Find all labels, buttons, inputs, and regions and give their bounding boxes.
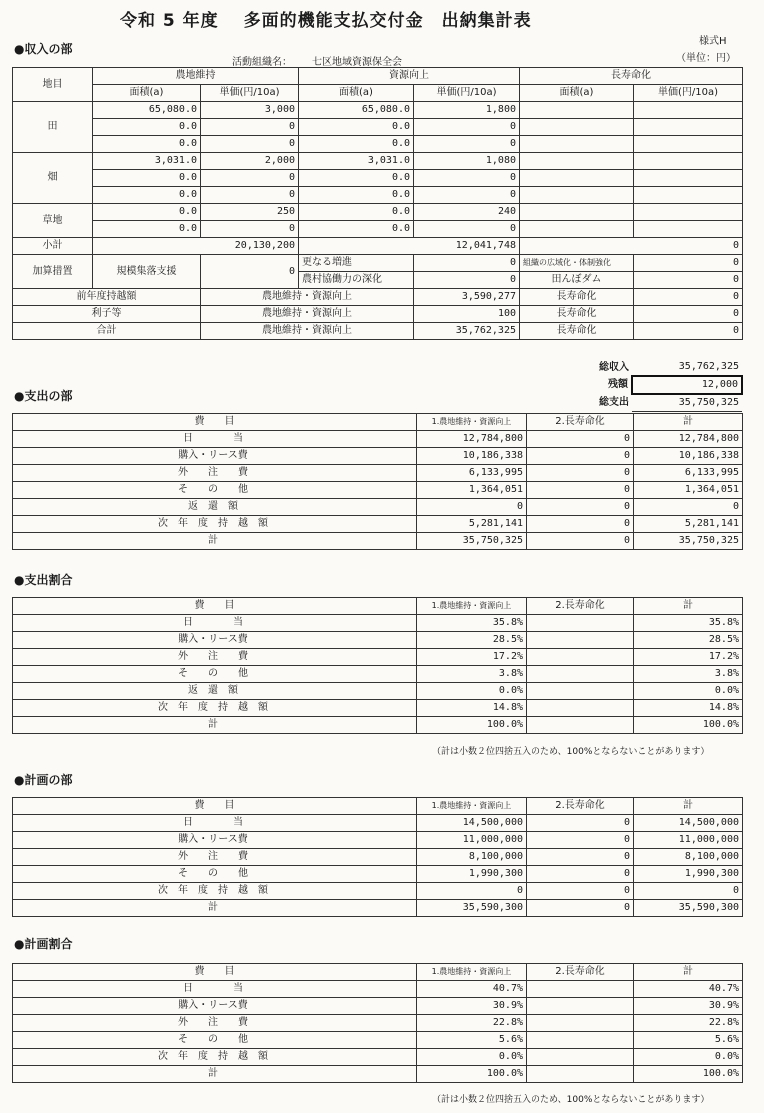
kyodo-label: 農村協働力の深化 [299, 272, 414, 289]
header-chimoku: 地目 [13, 68, 93, 102]
land-cell: 0.0 [299, 187, 414, 204]
land-cell: 0.0 [93, 221, 201, 238]
income-header-row [13, 68, 743, 85]
summary-value: 35,762,325 [632, 359, 742, 376]
header-sub: 面積(a) [520, 85, 634, 102]
row-label: 外 注 費 [13, 649, 417, 666]
row-value: 1,990,300 [634, 866, 743, 883]
row-value: 22.8% [417, 1015, 527, 1032]
table-row [13, 465, 743, 482]
row-value: 8,100,000 [634, 849, 743, 866]
row-value: 11,000,000 [634, 832, 743, 849]
table-row [13, 1049, 743, 1066]
row-value: 100.0% [634, 717, 743, 734]
land-row [13, 119, 743, 136]
row-value [527, 1015, 634, 1032]
choju-price-cell [634, 119, 743, 136]
table-row [13, 1032, 743, 1049]
land-cell: 0 [414, 119, 520, 136]
table-row [13, 815, 743, 832]
choju-price-cell [634, 187, 743, 204]
row-value: 0.0% [417, 683, 527, 700]
row-value: 8,100,000 [417, 849, 527, 866]
row-value: 14.8% [417, 700, 527, 717]
row-label: 購入・リース費 [13, 998, 417, 1015]
row-value: 30.9% [417, 998, 527, 1015]
table-row [13, 499, 743, 516]
table-row [13, 666, 743, 683]
expense-heading: ●支出の部 [14, 389, 73, 403]
land-cell: 3,031.0 [93, 153, 201, 170]
table-row [13, 533, 743, 550]
income-heading: ●収入の部 [14, 42, 73, 56]
table-row [13, 1015, 743, 1032]
row-value: 6,133,995 [634, 465, 743, 482]
land-row [13, 204, 743, 221]
land-cell: 0.0 [93, 187, 201, 204]
carry-a-label: 農地維持・資源向上 [201, 323, 414, 340]
summary-label: 総収入 [599, 361, 629, 373]
row-label: 日 当 [13, 981, 417, 998]
header-sub: 単価(円/10a) [414, 85, 520, 102]
land-cell: 0 [201, 187, 299, 204]
table-row [13, 516, 743, 533]
row-value [527, 683, 634, 700]
carry-b-value: 0 [634, 306, 743, 323]
kasan-item-value: 0 [201, 255, 299, 289]
land-cell: 240 [414, 204, 520, 221]
row-value [527, 649, 634, 666]
plan-heading: ●計画の部 [14, 773, 73, 787]
choju-area-cell [520, 204, 634, 221]
row-label: 計 [13, 533, 417, 550]
row-value: 0 [417, 499, 527, 516]
row-value [527, 717, 634, 734]
column-header: 2.長寿命化 [527, 964, 634, 981]
table-row [13, 832, 743, 849]
row-label: 計 [13, 900, 417, 917]
row-value: 30.9% [634, 998, 743, 1015]
column-header: 2.長寿命化 [527, 798, 634, 815]
land-cell: 1,800 [414, 102, 520, 119]
column-header: 費 目 [13, 414, 417, 431]
land-row [13, 102, 743, 119]
subtotal-row [13, 238, 743, 255]
land-cell: 0.0 [93, 170, 201, 187]
row-value [527, 1066, 634, 1083]
row-label: 外 注 費 [13, 1015, 417, 1032]
plan-ratio-heading: ●計画割合 [14, 937, 73, 951]
carry-row [13, 289, 743, 306]
subtotal-nochi: 20,130,200 [93, 238, 299, 255]
subtotal-shigen: 12,041,748 [299, 238, 520, 255]
table-row [13, 981, 743, 998]
summary-label: 残額 [608, 379, 628, 390]
choju-area-cell [520, 170, 634, 187]
row-label: 購入・リース費 [13, 448, 417, 465]
row-value: 0 [634, 883, 743, 900]
choju-area-cell [520, 102, 634, 119]
row-value: 17.2% [634, 649, 743, 666]
choju-price-cell [634, 136, 743, 153]
table-row [13, 615, 743, 632]
row-value: 1,364,051 [417, 482, 527, 499]
summary-label: 総支出 [599, 396, 629, 408]
table-row [13, 649, 743, 666]
summary-row [524, 376, 742, 394]
page-title: 令和 5 年度 多面的機能支払交付金 出納集計表 [120, 11, 532, 31]
row-value: 35,750,325 [417, 533, 527, 550]
choju-area-cell [520, 187, 634, 204]
row-label: 外 注 費 [13, 849, 417, 866]
choju-price-cell [634, 153, 743, 170]
choju-area-cell [520, 136, 634, 153]
land-cell: 250 [201, 204, 299, 221]
table-row [13, 849, 743, 866]
row-value: 6,133,995 [417, 465, 527, 482]
column-header: 1.農地維持・資源向上 [417, 598, 527, 615]
column-header: 2.長寿命化 [527, 414, 634, 431]
row-label: 購入・リース費 [13, 632, 417, 649]
row-value: 35,590,300 [634, 900, 743, 917]
header-sub: 面積(a) [299, 85, 414, 102]
kasan-row-1 [13, 255, 743, 272]
row-value: 3.8% [634, 666, 743, 683]
row-value: 5,281,141 [417, 516, 527, 533]
row-value: 100.0% [634, 1066, 743, 1083]
summary-row [524, 359, 742, 376]
header-group: 農地維持 [93, 68, 299, 85]
column-header: 2.長寿命化 [527, 598, 634, 615]
carry-row [13, 323, 743, 340]
subtotal-choju: 0 [520, 238, 743, 255]
row-label: そ の 他 [13, 866, 417, 883]
row-value: 40.7% [417, 981, 527, 998]
land-cell: 65,080.0 [299, 102, 414, 119]
carry-b-label: 長寿命化 [520, 306, 634, 323]
column-header: 1.農地維持・資源向上 [417, 964, 527, 981]
header-row [13, 598, 743, 615]
land-name: 田 [13, 102, 93, 153]
table-row [13, 998, 743, 1015]
row-value: 0 [634, 499, 743, 516]
row-value: 0 [527, 832, 634, 849]
choju-area-cell [520, 221, 634, 238]
land-cell: 2,000 [201, 153, 299, 170]
row-value: 3.8% [417, 666, 527, 683]
land-row [13, 221, 743, 238]
carry-label: 利子等 [13, 306, 201, 323]
row-value: 28.5% [417, 632, 527, 649]
row-value [527, 615, 634, 632]
carry-a-value: 3,590,277 [414, 289, 520, 306]
header-group: 資源向上 [299, 68, 520, 85]
row-value: 0 [527, 900, 634, 917]
table-row [13, 900, 743, 917]
header-sub: 単価(円/10a) [634, 85, 743, 102]
land-cell: 0 [201, 119, 299, 136]
sara-value: 0 [414, 255, 520, 272]
unit-label: （単位：円） [676, 53, 736, 64]
row-value: 0 [527, 866, 634, 883]
row-value: 14.8% [634, 700, 743, 717]
row-value: 0.0% [634, 683, 743, 700]
header-group: 長寿命化 [520, 68, 743, 85]
land-cell: 0.0 [299, 170, 414, 187]
column-header: 計 [634, 798, 743, 815]
kasan-label: 加算措置 [13, 255, 93, 289]
carry-b-value: 0 [634, 289, 743, 306]
column-header: 計 [634, 964, 743, 981]
org-label: 活動組織名： [232, 57, 292, 68]
table-row [13, 482, 743, 499]
row-value: 22.8% [634, 1015, 743, 1032]
row-value: 100.0% [417, 717, 527, 734]
row-value: 35.8% [417, 615, 527, 632]
column-header: 費 目 [13, 598, 417, 615]
table-row [13, 1066, 743, 1083]
row-value: 0 [527, 883, 634, 900]
row-value [527, 1032, 634, 1049]
income-subheader-row [13, 85, 743, 102]
row-value: 0 [527, 465, 634, 482]
choju-area-cell [520, 153, 634, 170]
table-row [13, 700, 743, 717]
land-cell: 0 [201, 136, 299, 153]
carry-label: 前年度持越額 [13, 289, 201, 306]
carry-row [13, 306, 743, 323]
land-cell: 3,000 [201, 102, 299, 119]
row-value: 35,750,325 [634, 533, 743, 550]
land-cell: 0.0 [299, 221, 414, 238]
summary-value: 12,000 [632, 376, 742, 394]
choju-price-cell [634, 102, 743, 119]
row-label: 外 注 費 [13, 465, 417, 482]
column-header: 費 目 [13, 798, 417, 815]
row-label: そ の 他 [13, 666, 417, 683]
row-label: 次 年 度 持 越 額 [13, 883, 417, 900]
row-value: 0 [527, 482, 634, 499]
table-row [13, 448, 743, 465]
land-name: 草地 [13, 204, 93, 238]
column-header: 計 [634, 598, 743, 615]
choju-price-cell [634, 170, 743, 187]
row-value: 35,590,300 [417, 900, 527, 917]
expense-ratio-note: （計は小数２位四捨五入のため、100%とならないことがあります） [432, 747, 710, 757]
carry-a-label: 農地維持・資源向上 [201, 289, 414, 306]
summary-value: 35,750,325 [632, 394, 742, 412]
table-row [13, 431, 743, 448]
row-value [527, 700, 634, 717]
row-label: 日 当 [13, 615, 417, 632]
carry-b-label: 長寿命化 [520, 323, 634, 340]
row-label: そ の 他 [13, 482, 417, 499]
land-cell: 3,031.0 [299, 153, 414, 170]
carry-a-value: 35,762,325 [414, 323, 520, 340]
row-value: 40.7% [634, 981, 743, 998]
plan-ratio-note: （計は小数２位四捨五入のため、100%とならないことがあります） [432, 1095, 710, 1105]
row-value: 5.6% [417, 1032, 527, 1049]
row-value: 17.2% [417, 649, 527, 666]
row-value: 14,500,000 [417, 815, 527, 832]
income-table [12, 67, 743, 340]
table-row [13, 866, 743, 883]
column-header: 1.農地維持・資源向上 [417, 414, 527, 431]
expense-ratio-heading: ●支出割合 [14, 573, 73, 587]
choju-price-cell [634, 204, 743, 221]
carry-a-value: 100 [414, 306, 520, 323]
row-label: 次 年 度 持 越 額 [13, 700, 417, 717]
row-label: 購入・リース費 [13, 832, 417, 849]
subtotal-label: 小計 [13, 238, 93, 255]
header-row [13, 798, 743, 815]
column-header: 計 [634, 414, 743, 431]
carry-b-label: 長寿命化 [520, 289, 634, 306]
land-cell: 0.0 [93, 119, 201, 136]
land-cell: 0.0 [299, 204, 414, 221]
land-cell: 0.0 [93, 136, 201, 153]
land-cell: 0 [201, 221, 299, 238]
row-value: 28.5% [634, 632, 743, 649]
soshiki-label: 組織の広域化・体制強化 [520, 255, 634, 272]
table-row [13, 717, 743, 734]
column-header: 費 目 [13, 964, 417, 981]
land-row [13, 153, 743, 170]
row-label: 返 還 額 [13, 683, 417, 700]
carry-a-label: 農地維持・資源向上 [201, 306, 414, 323]
row-value: 12,784,800 [417, 431, 527, 448]
sara-label: 更なる増進 [299, 255, 414, 272]
land-cell: 0.0 [299, 136, 414, 153]
row-label: 次 年 度 持 越 額 [13, 516, 417, 533]
land-cell: 0 [414, 187, 520, 204]
row-label: そ の 他 [13, 1032, 417, 1049]
row-value: 5.6% [634, 1032, 743, 1049]
row-value: 0 [527, 533, 634, 550]
row-value: 0 [527, 448, 634, 465]
row-value: 0.0% [417, 1049, 527, 1066]
table-row [13, 883, 743, 900]
row-value [527, 632, 634, 649]
land-cell: 0.0 [299, 119, 414, 136]
plan-table [12, 797, 743, 917]
row-value: 11,000,000 [417, 832, 527, 849]
land-cell: 1,080 [414, 153, 520, 170]
row-value: 0 [527, 849, 634, 866]
kyodo-value: 0 [414, 272, 520, 289]
tanbo-label: 田んぼダム [520, 272, 634, 289]
row-value: 12,784,800 [634, 431, 743, 448]
row-value: 1,990,300 [417, 866, 527, 883]
choju-price-cell [634, 221, 743, 238]
land-cell: 65,080.0 [93, 102, 201, 119]
land-row [13, 187, 743, 204]
row-value: 0 [527, 815, 634, 832]
row-value: 0 [417, 883, 527, 900]
table-row [13, 683, 743, 700]
row-value: 0 [527, 499, 634, 516]
row-value: 1,364,051 [634, 482, 743, 499]
header-row [13, 414, 743, 431]
row-value [527, 666, 634, 683]
income-summary [524, 359, 743, 412]
land-row [13, 170, 743, 187]
header-row [13, 964, 743, 981]
row-value: 10,186,338 [634, 448, 743, 465]
expense-table [12, 413, 743, 550]
land-cell: 0 [201, 170, 299, 187]
row-label: 計 [13, 1066, 417, 1083]
form-id: 様式H [699, 36, 727, 47]
row-value: 0 [527, 516, 634, 533]
row-label: 日 当 [13, 815, 417, 832]
soshiki-value: 0 [634, 255, 743, 272]
choju-area-cell [520, 119, 634, 136]
kasan-item: 規模集落支援 [93, 255, 201, 289]
tanbo-value: 0 [634, 272, 743, 289]
carry-label: 合計 [13, 323, 201, 340]
row-value [527, 998, 634, 1015]
land-cell: 0 [414, 170, 520, 187]
row-value: 10,186,338 [417, 448, 527, 465]
row-label: 計 [13, 717, 417, 734]
land-cell: 0 [414, 136, 520, 153]
row-value: 100.0% [417, 1066, 527, 1083]
row-value: 0 [527, 431, 634, 448]
org-name: 七区地域資源保全会 [312, 57, 402, 68]
carry-b-value: 0 [634, 323, 743, 340]
header-sub: 単価(円/10a) [201, 85, 299, 102]
row-value [527, 1049, 634, 1066]
land-name: 畑 [13, 153, 93, 204]
land-row [13, 136, 743, 153]
summary-row [524, 394, 742, 412]
land-cell: 0.0 [93, 204, 201, 221]
land-cell: 0 [414, 221, 520, 238]
row-value: 0.0% [634, 1049, 743, 1066]
table-row [13, 632, 743, 649]
row-label: 日 当 [13, 431, 417, 448]
row-value: 5,281,141 [634, 516, 743, 533]
header-sub: 面積(a) [93, 85, 201, 102]
row-label: 次 年 度 持 越 額 [13, 1049, 417, 1066]
row-value: 35.8% [634, 615, 743, 632]
plan-ratio-table [12, 963, 743, 1083]
row-label: 返 還 額 [13, 499, 417, 516]
row-value [527, 981, 634, 998]
expense-ratio-table [12, 597, 743, 734]
column-header: 1.農地維持・資源向上 [417, 798, 527, 815]
row-value: 14,500,000 [634, 815, 743, 832]
